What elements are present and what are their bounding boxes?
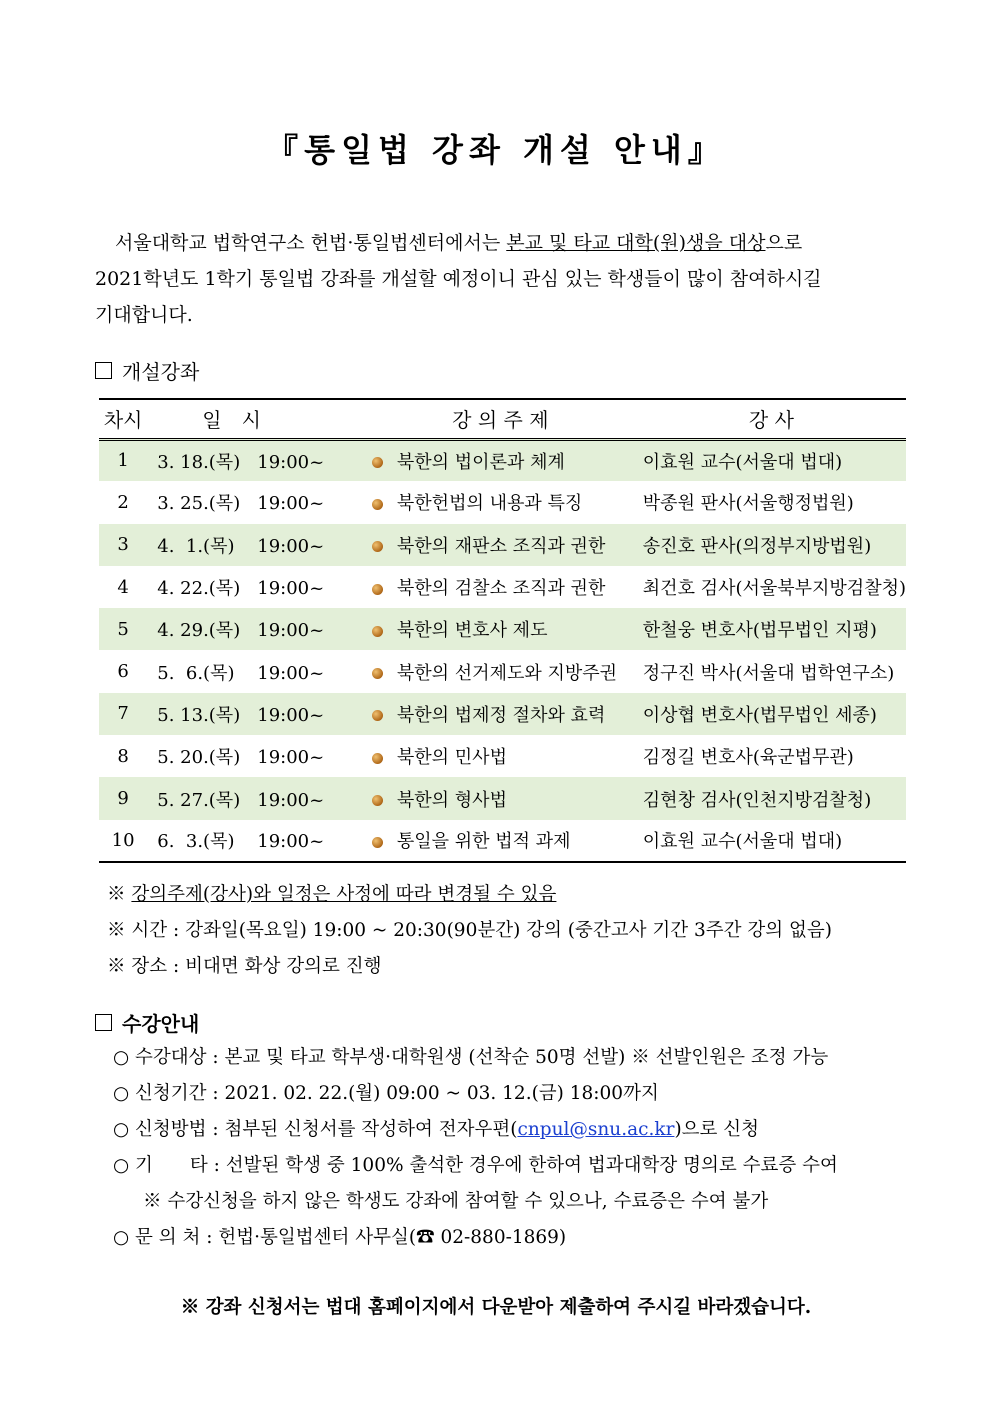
- session-date: 4. 22.(목): [157, 578, 241, 600]
- session-number: 5: [117, 618, 129, 640]
- session-date: 4. 1.(목): [157, 535, 235, 557]
- circle-bullet-icon: ○: [113, 1155, 130, 1176]
- session-number: 4: [117, 576, 129, 598]
- session-topic-cell: [364, 735, 637, 777]
- session-number: 2: [117, 491, 129, 513]
- bullet-dot-icon: [372, 499, 383, 510]
- bullet-dot-icon: [372, 457, 383, 468]
- table-row: [99, 820, 906, 862]
- session-datetime: [147, 439, 364, 481]
- session-number: 6: [117, 661, 129, 683]
- bullet-dot-icon: [372, 837, 383, 848]
- session-date: 4. 29.(목): [157, 620, 241, 642]
- table-row: [99, 439, 906, 481]
- intro-line2: 2021학년도 1학기 통일법 강좌를 개설할 예정이니 관심 있는 학생들이 많이 참여하시길: [95, 268, 822, 290]
- session-number: 7: [117, 703, 129, 725]
- header-datetime: 일 시: [147, 399, 364, 439]
- info-contact: ○ 문 의 처 : 헌법·통일법센터 사무실(☎ 02-880-1869): [113, 1227, 567, 1248]
- header-lecturer: 강 사: [637, 399, 906, 439]
- session-time: 19:00~: [257, 789, 325, 811]
- section-heading-label: 수강안내: [122, 1012, 200, 1036]
- session-topic: 북한의 선거제도와 지방주권: [396, 662, 618, 684]
- session-topic: 북한의 형사법: [396, 789, 507, 811]
- info-method: ○ 신청방법 : 첨부된 신청서를 작성하여 전자우편(cnpul@snu.ac.kr)으로 신청: [113, 1119, 760, 1140]
- info-etc: ○ 기 타 : 선발된 학생 중 100% 출석한 경우에 한하여 법과대학장 명의로 수료증 수여: [113, 1155, 838, 1176]
- bullet-dot-icon: [372, 753, 383, 764]
- bullet-dot-icon: [372, 584, 383, 595]
- header-topic: 강 의 주 제: [364, 399, 637, 439]
- session-topic-cell: [364, 566, 637, 608]
- session-time: 19:00~: [257, 747, 325, 769]
- intro-line3: 기대합니다.: [95, 304, 193, 326]
- session-lecturer: 김현창 검사(인천지방검찰청): [642, 789, 872, 811]
- bullet-dot-icon: [372, 541, 383, 552]
- session-lecturer: 최건호 검사(서울북부지방검찰청): [642, 578, 906, 600]
- session-topic-cell: [364, 608, 637, 650]
- note-change: ※ 강의주제(강사)와 일정은 사정에 따라 변경될 수 있음: [107, 884, 557, 905]
- session-date: 5. 27.(목): [157, 789, 241, 811]
- bullet-dot-icon: [372, 710, 383, 721]
- table-row: [99, 650, 906, 692]
- session-date: 5. 6.(목): [157, 662, 235, 684]
- session-date: 3. 25.(목): [157, 493, 241, 515]
- session-datetime: [147, 566, 364, 608]
- session-topic-cell: [364, 777, 637, 819]
- info-etc-note: ※ 수강신청을 하지 않은 학생도 강좌에 참여할 수 있으나, 수료증은 수여 불가: [143, 1191, 769, 1212]
- session-time: 19:00~: [257, 535, 325, 557]
- table-header-row: [99, 399, 906, 439]
- session-date: 5. 13.(목): [157, 704, 241, 726]
- session-time: 19:00~: [257, 704, 325, 726]
- session-lecturer: 이상협 변호사(법무법인 세종): [642, 704, 877, 726]
- bullet-dot-icon: [372, 626, 383, 637]
- session-topic-cell: [364, 481, 637, 523]
- note-time: ※ 시간 : 강좌일(목요일) 19:00 ~ 20:30(90분간) 강의 (중간고사 기간 3주간 강의 없음): [107, 920, 832, 941]
- email-link[interactable]: cnpul@snu.ac.kr: [517, 1119, 675, 1140]
- info-period: ○ 신청기간 : 2021. 02. 22.(월) 09:00 ~ 03. 12.(금) 18:00까지: [113, 1083, 659, 1104]
- session-number: 9: [117, 788, 129, 810]
- session-datetime: [147, 693, 364, 735]
- session-topic: 북한의 민사법: [396, 747, 507, 769]
- intro-line1-pre: 서울대학교 법학연구소 헌법·통일법센터에서는: [115, 232, 507, 254]
- circle-bullet-icon: ○: [113, 1047, 130, 1068]
- session-datetime: [147, 735, 364, 777]
- intro-line1-post: 으로: [765, 232, 803, 254]
- circle-bullet-icon: ○: [113, 1083, 130, 1104]
- notes-block: [107, 877, 832, 985]
- table-row: [99, 735, 906, 777]
- session-topic: 북한의 검찰소 조직과 권한: [396, 578, 606, 600]
- session-datetime: [147, 777, 364, 819]
- session-time: 19:00~: [257, 493, 325, 515]
- circle-bullet-icon: ○: [113, 1227, 130, 1248]
- info-target: ○ 수강대상 : 본교 및 타교 학부생·대학원생 (선착순 50명 선발) ※ 선발인원은 조정 가능: [113, 1047, 829, 1068]
- session-date: 6. 3.(목): [157, 831, 235, 853]
- bullet-dot-icon: [372, 668, 383, 679]
- session-topic-cell: [364, 650, 637, 692]
- session-datetime: [147, 650, 364, 692]
- section-heading-label: 개설강좌: [122, 360, 200, 384]
- table-row: [99, 524, 906, 566]
- session-topic: 통일을 위한 법적 과제: [396, 831, 571, 853]
- session-number: 3: [117, 534, 129, 556]
- section-heading-registration: [95, 1008, 199, 1037]
- bullet-dot-icon: [372, 795, 383, 806]
- session-date: 5. 20.(목): [157, 747, 241, 769]
- session-time: 19:00~: [257, 831, 325, 853]
- header-session: 차시: [99, 399, 147, 439]
- session-number: 8: [117, 745, 129, 767]
- session-topic-cell: [364, 524, 637, 566]
- session-topic: 북한헌법의 내용과 특징: [396, 493, 583, 515]
- document-title: 『통일법 강좌 개설 안내』: [266, 131, 726, 169]
- session-topic: 북한의 법제정 절차와 효력: [396, 704, 606, 726]
- session-number: 10: [99, 820, 147, 862]
- session-topic: 북한의 변호사 제도: [396, 620, 548, 642]
- table-row: [99, 481, 906, 523]
- session-lecturer: 한철웅 변호사(법무법인 지평): [642, 620, 877, 642]
- table-row: [99, 566, 906, 608]
- session-lecturer: 이효원 교수(서울대 법대): [642, 451, 843, 473]
- intro-line1-underlined: 본교 및 타교 대학(원)생을 대상: [506, 232, 766, 254]
- note-change-text: 강의주제(강사)와 일정은 사정에 따라 변경될 수 있음: [131, 884, 557, 905]
- session-datetime: [147, 608, 364, 650]
- footer-notice: ※ 강좌 신청서는 법대 홈페이지에서 다운받아 제출하여 주시길 바라겠습니다.: [180, 1297, 812, 1318]
- session-lecturer: 김정길 변호사(육군법무관): [642, 747, 854, 769]
- session-lecturer: 박종원 판사(서울행정법원): [642, 493, 854, 515]
- session-date: 3. 18.(목): [157, 451, 241, 473]
- session-lecturer: 이효원 교수(서울대 법대): [637, 820, 906, 862]
- table-row: [99, 608, 906, 650]
- session-topic-cell: [364, 693, 637, 735]
- session-time: 19:00~: [257, 662, 325, 684]
- note-place: ※ 장소 : 비대면 화상 강의로 진행: [107, 956, 382, 977]
- checkbox-square-icon: [95, 1014, 112, 1031]
- session-datetime: [147, 820, 364, 862]
- session-number: 1: [117, 450, 129, 472]
- session-topic: 북한의 재판소 조직과 권한: [396, 535, 606, 557]
- course-schedule-table: [99, 398, 906, 863]
- session-lecturer: 송진호 판사(의정부지방법원): [642, 535, 872, 557]
- session-datetime: [147, 524, 364, 566]
- session-datetime: [147, 481, 364, 523]
- circle-bullet-icon: ○: [113, 1119, 130, 1140]
- table-row: [99, 693, 906, 735]
- section-heading-courses: [95, 356, 199, 385]
- checkbox-square-icon: [95, 362, 112, 379]
- session-topic-cell: [364, 820, 637, 862]
- note-time-text: 시간 : 강좌일(목요일) 19:00 ~ 20:30(90분간) 강의 (중간고사 기간 3주간 강의 없음): [131, 920, 832, 941]
- intro-paragraph: [95, 225, 905, 333]
- table-row: [99, 777, 906, 819]
- note-place-text: 장소 : 비대면 화상 강의로 진행: [131, 956, 382, 977]
- session-time: 19:00~: [257, 451, 325, 473]
- session-topic: 북한의 법이론과 체계: [396, 451, 565, 473]
- session-time: 19:00~: [257, 620, 325, 642]
- session-time: 19:00~: [257, 578, 325, 600]
- session-lecturer: 정구진 박사(서울대 법학연구소): [642, 662, 895, 684]
- session-topic-cell: [364, 439, 637, 481]
- registration-info: [113, 1040, 838, 1256]
